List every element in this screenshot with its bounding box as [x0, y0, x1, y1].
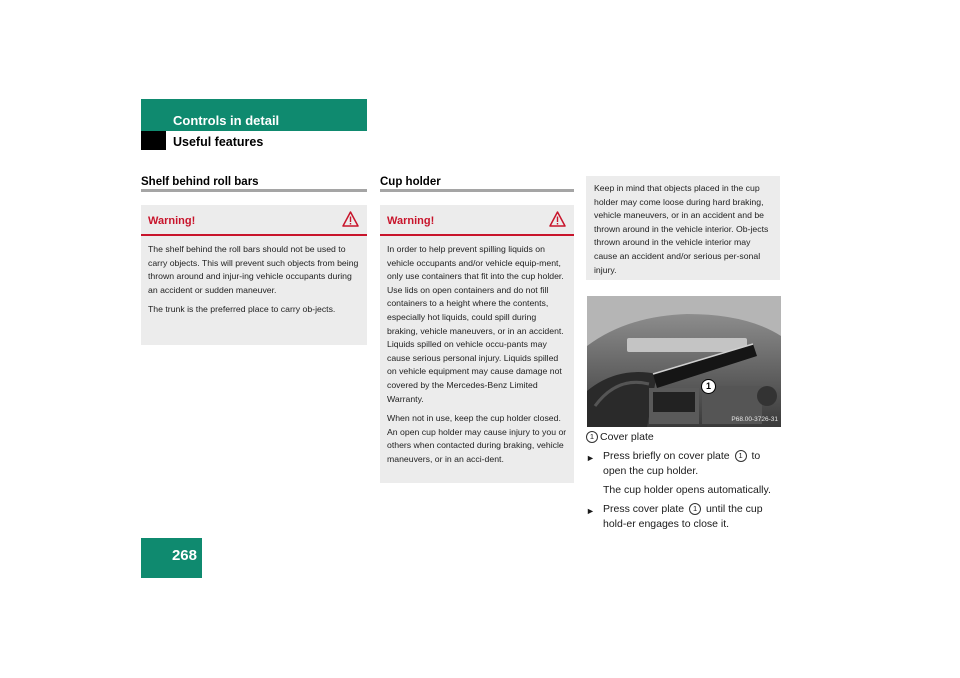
photo-code: P68.00-3726-31	[731, 416, 778, 423]
warning-triangle-icon	[342, 211, 359, 232]
step-text: until the cup hold-er engages to close it.	[603, 503, 763, 530]
instruction-step	[586, 449, 786, 498]
step-text: to open the cup holder.	[603, 450, 761, 477]
cup-holder-note-box: Keep in mind that objects placed in the cup holder may come loose during hard braking, vehicle maneuvers, or in an accident and be thrown around in the vehicle interior. Ob-jects thrown around in the vehicle interior may cause an accident and/or serious per-sonal injury.	[586, 176, 780, 280]
warning-header	[141, 205, 367, 236]
warning-label: Warning!	[148, 215, 196, 227]
warning-paragraph: The shelf behind the roll bars should not be used to carry objects. This will prevent such objects from being thrown around and injur-ing vehicle occupants during an accident or sudden maneuver.	[148, 244, 359, 295]
page-number: 268	[141, 538, 202, 578]
instruction-step	[586, 502, 786, 531]
callout-1-icon: 1	[735, 450, 747, 462]
header-tab-marker	[141, 131, 166, 150]
legend-item	[586, 430, 786, 445]
shelf-section-rule	[141, 189, 367, 192]
arrow-right-icon: ►	[586, 506, 595, 516]
warning-paragraph: When not in use, keep the cup holder closed. An open cup holder may cause injury to you or others when contacted during braking, vehicle maneuvers, or in an acci-dent.	[387, 413, 567, 464]
shelf-warning-box	[141, 205, 367, 345]
step-text: Press briefly on cover plate	[603, 450, 730, 462]
callout-1-icon: 1	[586, 431, 598, 443]
callout-1-icon: 1	[689, 503, 701, 515]
warning-paragraph: The trunk is the preferred place to carry ob-jects.	[148, 304, 336, 315]
shelf-section-title: Shelf behind roll bars	[141, 176, 259, 188]
cup-holder-warning-box	[380, 205, 574, 483]
section-subtitle: Useful features	[173, 135, 264, 149]
warning-label: Warning!	[387, 215, 435, 227]
arrow-right-icon: ►	[586, 453, 595, 463]
legend-text: Cover plate	[600, 431, 654, 443]
callout-1-icon: 1	[701, 379, 716, 394]
warning-paragraph: In order to help prevent spilling liquids on vehicle occupants and/or vehicle equip-ment, only use containers that fit into the cup holder. Use lids on open containers and do not fill containers to a height where the contents, especially hot liquids, could spill during braking, vehicle maneuvers, or in an accident. Liquids spilled on vehicle occu-pants may cause serious personal injury. Liquids spilled on vehicle equipment may cause damage not covered by the Mercedes-Benz Limited Warranty.	[387, 244, 564, 404]
cup-holder-section-title: Cup holder	[380, 176, 441, 188]
step-text: Press cover plate	[603, 503, 685, 515]
warning-header	[380, 205, 574, 236]
step-result: The cup holder opens automatically.	[603, 484, 771, 496]
chapter-title: Controls in detail	[173, 113, 280, 128]
cup-holder-photo	[587, 296, 781, 427]
warning-triangle-icon	[549, 211, 566, 232]
cup-holder-section-rule	[380, 189, 574, 192]
